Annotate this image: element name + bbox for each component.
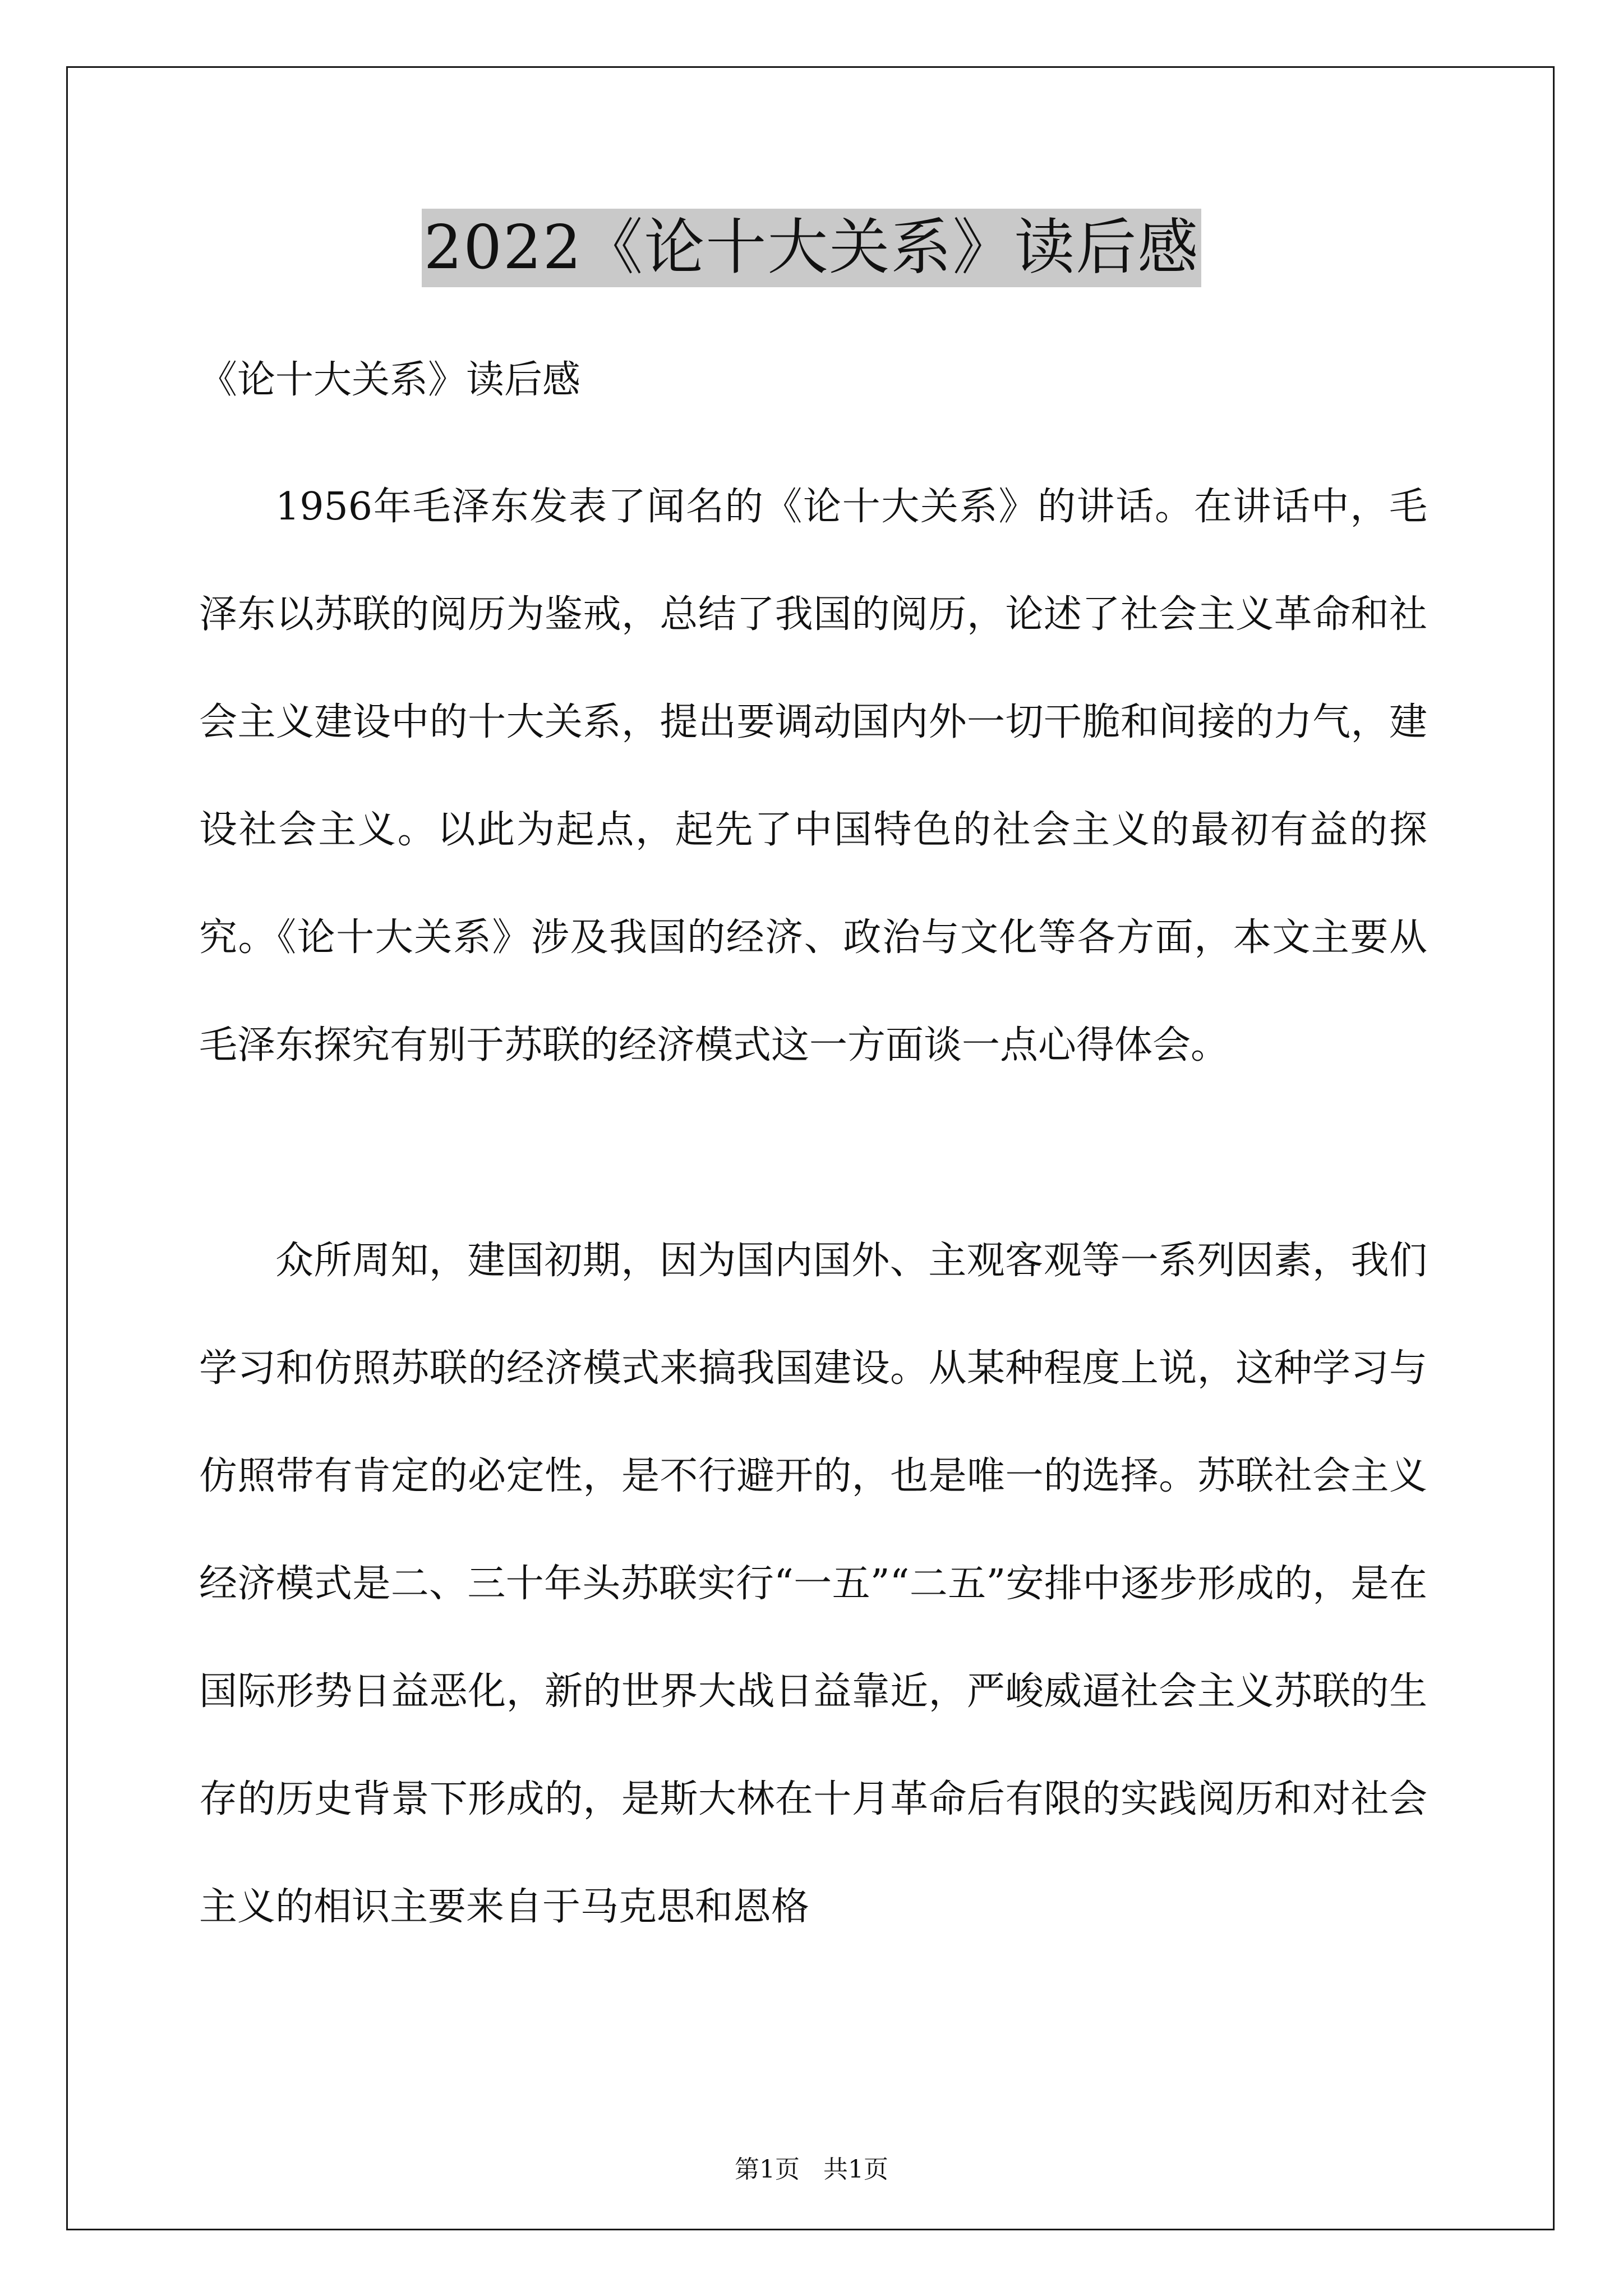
paragraph-gap	[199, 1099, 1427, 1207]
paragraph-2: 众所周知，建国初期，因为国内国外、主观客观等一系列因素，我们学习和仿照苏联的经济模式来搞我国建设。从某种程度上说，这种学习与仿照带有肯定的必定性，是不行避开的，也是唯一的选择。苏联社会主义经济模式是二、三十年头苏联实行“一五”“二五”安排中逐步形成的，是在国际形势日益恶化，新的世界大战日益靠近，严峻威逼社会主义苏联的生存的历史背景下形成的，是斯大林在十月革命后有限的实践阅历和对社会主义的相识主要来自于马克思和恩格	[199, 1239, 1427, 1929]
paragraph-1: 1956年毛泽东发表了闻名的《论十大关系》的讲话。在讲话中，毛泽东以苏联的阅历为鉴戒，总结了我国的阅历，论述了社会主义革命和社会主义建设中的十大关系，提出要调动国内外一切干脆和间接的力气，建设社会主义。以此为起点，起先了中国特色的社会主义的最初有益的探究。《论十大关系》涉及我国的经济、政治与文化等各方面，本文主要从毛泽东探究有别于苏联的经济模式这一方面谈一点心得体会。	[199, 485, 1427, 1068]
document-subtitle: 《论十大关系》读后感	[199, 358, 581, 402]
title-wrap	[0, 209, 1623, 287]
document-title: 2022《论十大关系》读后感	[422, 209, 1202, 287]
page-footer: 第1页 共1页	[735, 2155, 888, 2184]
document-body	[199, 453, 1427, 1961]
